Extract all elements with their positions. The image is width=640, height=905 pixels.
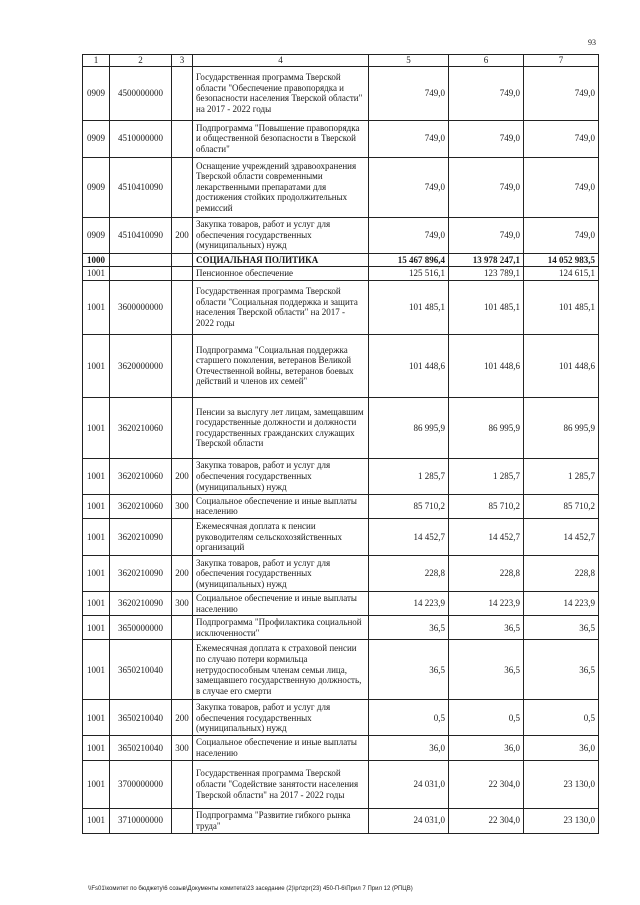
amount-col7-cell: 749,0	[524, 217, 599, 253]
table-row	[83, 640, 599, 700]
amount-col5-cell: 101 448,6	[369, 334, 449, 397]
target-article-cell: 3620210090	[110, 592, 172, 616]
amount-col7-cell: 86 995,9	[524, 397, 599, 458]
file-path-footer: \\Fs01\комитет по бюджету\6 созыв\Документы комитета\23 заседание (2)\pr\zpr(23) 450-П-6\Прил 7 Прил 12 (РПЦВ)	[88, 886, 413, 892]
expense-type-cell	[172, 334, 193, 397]
target-article-cell: 3620210060	[110, 494, 172, 518]
amount-col5-cell: 14 452,7	[369, 519, 449, 556]
table-row	[83, 217, 599, 253]
expense-type-cell	[172, 280, 193, 334]
section-code-cell: 1001	[83, 616, 110, 640]
target-article-cell	[110, 253, 172, 267]
name-cell: Государственная программа Тверской области "Обеспечение правопорядка и безопасности населения Тверской области" на 2017 - 2022 годы	[193, 66, 369, 120]
amount-col6-cell: 22 304,0	[449, 808, 524, 833]
name-cell: Подпрограмма "Социальная поддержка старшего поколения, ветеранов Великой Отечественной войны, ветеранов боевых действий и членов их семей"	[193, 334, 369, 397]
section-code-cell: 1001	[83, 397, 110, 458]
name-cell: Ежемесячная доплата к страховой пенсии по случаю потери кормильца нетрудоспособным членам семьи лица, замещавшего государственную должность, в случае его смерти	[193, 640, 369, 700]
target-article-cell: 3700000000	[110, 760, 172, 808]
section-code-cell: 1001	[83, 592, 110, 616]
header-cell: 1	[83, 55, 110, 67]
amount-col5-cell: 36,5	[369, 616, 449, 640]
amount-col6-cell: 749,0	[449, 120, 524, 157]
name-cell: Закупка товаров, работ и услуг для обеспечения государственных (муниципальных) нужд	[193, 458, 369, 494]
table-row	[83, 494, 599, 518]
section-code-cell: 0909	[83, 157, 110, 217]
amount-col7-cell: 749,0	[524, 66, 599, 120]
amount-col5-cell: 24 031,0	[369, 760, 449, 808]
expense-type-cell	[172, 253, 193, 267]
section-code-cell: 1001	[83, 736, 110, 760]
target-article-cell: 3620210090	[110, 556, 172, 592]
target-article-cell: 4510410090	[110, 217, 172, 253]
name-cell: Пенсии за выслугу лет лицам, замещавшим государственные должности и должности государственных гражданских служащих Тверской области	[193, 397, 369, 458]
expense-type-cell	[172, 397, 193, 458]
header-cell: 7	[524, 55, 599, 67]
section-code-cell: 1000	[83, 253, 110, 267]
amount-col6-cell: 86 995,9	[449, 397, 524, 458]
amount-col6-cell: 749,0	[449, 157, 524, 217]
section-code-cell: 1001	[83, 334, 110, 397]
amount-col5-cell: 749,0	[369, 217, 449, 253]
name-cell: Ежемесячная доплата к пенсии руководителям сельскохозяйственных организаций	[193, 519, 369, 556]
section-code-cell: 0909	[83, 120, 110, 157]
name-cell: Социальное обеспечение и иные выплаты населению	[193, 494, 369, 518]
amount-col7-cell: 14 052 983,5	[524, 253, 599, 267]
name-cell: Оснащение учреждений здравоохранения Тверской области современными лекарственными препаратами для достижения стойких продолжительных ремиссий	[193, 157, 369, 217]
budget-table	[82, 54, 599, 834]
expense-type-cell: 300	[172, 592, 193, 616]
name-cell: Подпрограмма "Повышение правопорядка и общественной безопасности в Тверской области"	[193, 120, 369, 157]
amount-col7-cell: 36,5	[524, 616, 599, 640]
amount-col5-cell: 15 467 896,4	[369, 253, 449, 267]
section-code-cell: 1001	[83, 280, 110, 334]
target-article-cell: 3710000000	[110, 808, 172, 833]
target-article-cell: 3650000000	[110, 616, 172, 640]
amount-col6-cell: 228,8	[449, 556, 524, 592]
expense-type-cell	[172, 267, 193, 281]
target-article-cell	[110, 267, 172, 281]
section-code-cell: 1001	[83, 458, 110, 494]
amount-col5-cell: 125 516,1	[369, 267, 449, 281]
amount-col5-cell: 24 031,0	[369, 808, 449, 833]
expense-type-cell: 200	[172, 700, 193, 736]
expense-type-cell	[172, 640, 193, 700]
amount-col6-cell: 14 223,9	[449, 592, 524, 616]
expense-type-cell: 300	[172, 494, 193, 518]
target-article-cell: 3650210040	[110, 640, 172, 700]
amount-col7-cell: 101 448,6	[524, 334, 599, 397]
target-article-cell: 3620210060	[110, 458, 172, 494]
amount-col7-cell: 1 285,7	[524, 458, 599, 494]
amount-col7-cell: 749,0	[524, 157, 599, 217]
amount-col5-cell: 1 285,7	[369, 458, 449, 494]
expense-type-cell	[172, 519, 193, 556]
table-row	[83, 280, 599, 334]
name-cell: СОЦИАЛЬНАЯ ПОЛИТИКА	[193, 253, 369, 267]
section-code-cell: 1001	[83, 494, 110, 518]
target-article-cell: 4500000000	[110, 66, 172, 120]
section-code-cell: 1001	[83, 640, 110, 700]
amount-col7-cell: 23 130,0	[524, 808, 599, 833]
section-code-cell: 1001	[83, 519, 110, 556]
table-row	[83, 616, 599, 640]
amount-col5-cell: 749,0	[369, 120, 449, 157]
amount-col7-cell: 124 615,1	[524, 267, 599, 281]
header-row	[83, 55, 599, 67]
table-row	[83, 556, 599, 592]
amount-col6-cell: 101 485,1	[449, 280, 524, 334]
name-cell: Подпрограмма "Профилактика социальной исключенности"	[193, 616, 369, 640]
amount-col5-cell: 36,5	[369, 640, 449, 700]
header-cell: 2	[110, 55, 172, 67]
name-cell: Закупка товаров, работ и услуг для обеспечения государственных (муниципальных) нужд	[193, 217, 369, 253]
section-code-cell: 1001	[83, 760, 110, 808]
section-code-cell: 1001	[83, 700, 110, 736]
expense-type-cell: 200	[172, 458, 193, 494]
amount-col7-cell: 14 452,7	[524, 519, 599, 556]
target-article-cell: 4510410090	[110, 157, 172, 217]
section-code-cell: 0909	[83, 66, 110, 120]
section-code-cell: 1001	[83, 808, 110, 833]
expense-type-cell	[172, 120, 193, 157]
amount-col6-cell: 14 452,7	[449, 519, 524, 556]
table-row	[83, 157, 599, 217]
table-row	[83, 519, 599, 556]
name-cell: Социальное обеспечение и иные выплаты населению	[193, 736, 369, 760]
expense-type-cell	[172, 66, 193, 120]
header-cell: 6	[449, 55, 524, 67]
amount-col5-cell: 749,0	[369, 157, 449, 217]
amount-col5-cell: 101 485,1	[369, 280, 449, 334]
name-cell: Социальное обеспечение и иные выплаты населению	[193, 592, 369, 616]
table-row	[83, 253, 599, 267]
name-cell: Пенсионное обеспечение	[193, 267, 369, 281]
table-row	[83, 700, 599, 736]
table-row	[83, 66, 599, 120]
target-article-cell: 3650210040	[110, 700, 172, 736]
expense-type-cell: 200	[172, 217, 193, 253]
amount-col5-cell: 36,0	[369, 736, 449, 760]
amount-col7-cell: 36,5	[524, 640, 599, 700]
expense-type-cell	[172, 760, 193, 808]
table-body	[83, 66, 599, 833]
section-code-cell: 1001	[83, 556, 110, 592]
amount-col6-cell: 85 710,2	[449, 494, 524, 518]
table-row	[83, 592, 599, 616]
target-article-cell: 4510000000	[110, 120, 172, 157]
amount-col7-cell: 23 130,0	[524, 760, 599, 808]
expense-type-cell: 300	[172, 736, 193, 760]
amount-col6-cell: 123 789,1	[449, 267, 524, 281]
header-cell: 5	[369, 55, 449, 67]
target-article-cell: 3620210090	[110, 519, 172, 556]
amount-col5-cell: 85 710,2	[369, 494, 449, 518]
table-row	[83, 808, 599, 833]
amount-col7-cell: 36,0	[524, 736, 599, 760]
name-cell: Закупка товаров, работ и услуг для обеспечения государственных (муниципальных) нужд	[193, 556, 369, 592]
section-code-cell: 1001	[83, 267, 110, 281]
table-row	[83, 736, 599, 760]
target-article-cell: 3650210040	[110, 736, 172, 760]
name-cell: Государственная программа Тверской области "Содействие занятости населения Тверской области" на 2017 - 2022 годы	[193, 760, 369, 808]
page-number: 93	[588, 38, 596, 47]
amount-col6-cell: 749,0	[449, 217, 524, 253]
amount-col7-cell: 228,8	[524, 556, 599, 592]
header-cell: 3	[172, 55, 193, 67]
table-row	[83, 120, 599, 157]
expense-type-cell	[172, 808, 193, 833]
amount-col7-cell: 85 710,2	[524, 494, 599, 518]
amount-col6-cell: 749,0	[449, 66, 524, 120]
amount-col7-cell: 14 223,9	[524, 592, 599, 616]
target-article-cell: 3620000000	[110, 334, 172, 397]
table-row	[83, 458, 599, 494]
amount-col6-cell: 0,5	[449, 700, 524, 736]
amount-col6-cell: 101 448,6	[449, 334, 524, 397]
amount-col6-cell: 13 978 247,1	[449, 253, 524, 267]
amount-col5-cell: 228,8	[369, 556, 449, 592]
amount-col7-cell: 749,0	[524, 120, 599, 157]
expense-type-cell	[172, 616, 193, 640]
table-row	[83, 267, 599, 281]
amount-col6-cell: 36,5	[449, 616, 524, 640]
amount-col7-cell: 0,5	[524, 700, 599, 736]
table-row	[83, 760, 599, 808]
amount-col5-cell: 86 995,9	[369, 397, 449, 458]
table-row	[83, 397, 599, 458]
amount-col7-cell: 101 485,1	[524, 280, 599, 334]
expense-type-cell: 200	[172, 556, 193, 592]
amount-col5-cell: 0,5	[369, 700, 449, 736]
target-article-cell: 3600000000	[110, 280, 172, 334]
amount-col5-cell: 14 223,9	[369, 592, 449, 616]
amount-col6-cell: 36,5	[449, 640, 524, 700]
expense-type-cell	[172, 157, 193, 217]
section-code-cell: 0909	[83, 217, 110, 253]
name-cell: Подпрограмма "Развитие гибкого рынка труда"	[193, 808, 369, 833]
amount-col6-cell: 22 304,0	[449, 760, 524, 808]
amount-col6-cell: 36,0	[449, 736, 524, 760]
amount-col6-cell: 1 285,7	[449, 458, 524, 494]
amount-col5-cell: 749,0	[369, 66, 449, 120]
table-row	[83, 334, 599, 397]
header-cell: 4	[193, 55, 369, 67]
name-cell: Государственная программа Тверской области "Социальная поддержка и защита населения Тверской области" на 2017 - 2022 годы	[193, 280, 369, 334]
name-cell: Закупка товаров, работ и услуг для обеспечения государственных (муниципальных) нужд	[193, 700, 369, 736]
target-article-cell: 3620210060	[110, 397, 172, 458]
